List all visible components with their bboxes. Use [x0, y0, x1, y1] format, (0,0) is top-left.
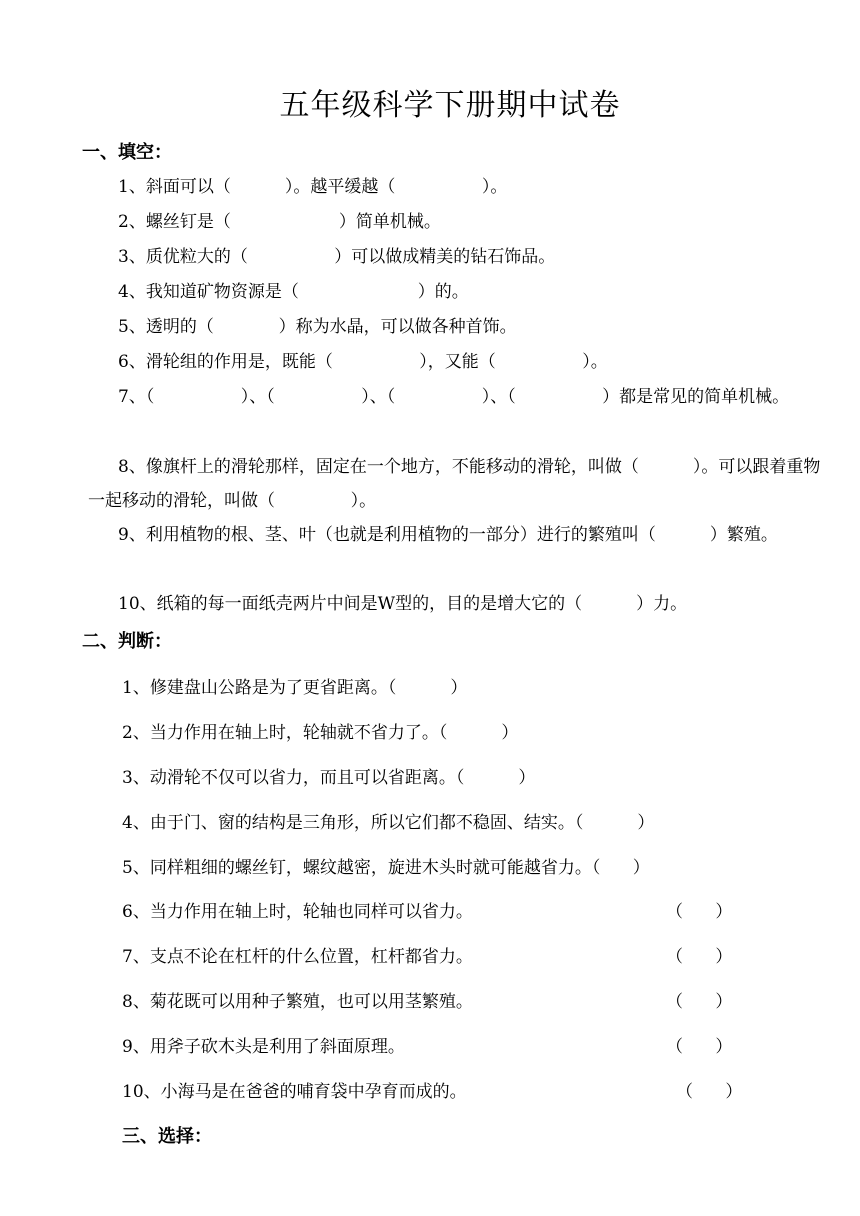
judge-item-2: 2、当力作用在轴上时，轮轴就不省力了。（ ） — [122, 723, 519, 743]
section-heading-true-false: 二、判断： — [82, 631, 172, 652]
fill-item-4: 4、我知道矿物资源是（ ）的。 — [118, 282, 469, 302]
judge-item-4: 4、由于门、窗的结构是三角形，所以它们都不稳固、结实。（ ） — [122, 813, 655, 833]
judge-item-5: 5、同样粗细的螺丝钉，螺纹越密，旋进木头时就可能越省力。（ ） — [122, 858, 650, 878]
answer-box-10: （ ） — [676, 1082, 743, 1102]
judge-item-6: 6、当力作用在轴上时，轮轴也同样可以省力。 — [122, 902, 473, 922]
fill-item-8: 8、像旗杆上的滑轮那样，固定在一个地方，不能移动的滑轮，叫做（ ）。可以跟着重物一起移动的滑轮，叫做（ ）。 — [88, 457, 821, 511]
fill-item-10: 10、纸箱的每一面纸壳两片中间是W型的，目的是增大它的（ ）力。 — [118, 594, 688, 614]
section-heading-multiple-choice: 三、选择： — [122, 1126, 212, 1147]
fill-item-9: 9、利用植物的根、茎、叶（也就是利用植物的一部分）进行的繁殖叫（ ）繁殖。 — [118, 525, 778, 545]
judge-item-9: 9、用斧子砍木头是利用了斜面原理。 — [122, 1037, 405, 1057]
answer-box-9: （ ） — [666, 1037, 733, 1057]
section-heading-fill-blank: 一、填空： — [82, 142, 172, 163]
judge-item-3: 3、动滑轮不仅可以省力，而且可以省距离。（ ） — [122, 768, 536, 788]
fill-item-2: 2、螺丝钉是（ ）简单机械。 — [118, 212, 441, 232]
fill-item-3: 3、质优粒大的（ ）可以做成精美的钻石饰品。 — [118, 247, 556, 267]
page-title: 五年级科学下册期中试卷 — [279, 88, 621, 123]
fill-item-1: 1、斜面可以（ ）。越平缓越（ ）。 — [118, 177, 508, 197]
judge-item-1: 1、修建盘山公路是为了更省距离。（ ） — [122, 678, 468, 698]
fill-item-5: 5、透明的（ ）称为水晶，可以做各种首饰。 — [118, 317, 517, 337]
fill-item-6: 6、滑轮组的作用是，既能（ ），又能（ ）。 — [118, 352, 608, 372]
fill-item-7: 7、（ ）、（ ）、（ ）、（ ）都是常见的简单机械。 — [118, 387, 790, 407]
judge-item-8: 8、菊花既可以用种子繁殖，也可以用茎繁殖。 — [122, 992, 473, 1012]
answer-box-8: （ ） — [666, 992, 733, 1012]
judge-item-10: 10、小海马是在爸爸的哺育袋中孕育而成的。 — [122, 1082, 467, 1102]
answer-box-6: （ ） — [666, 902, 733, 922]
answer-box-7: （ ） — [666, 947, 733, 967]
judge-item-7: 7、支点不论在杠杆的什么位置，杠杆都省力。 — [122, 947, 473, 967]
